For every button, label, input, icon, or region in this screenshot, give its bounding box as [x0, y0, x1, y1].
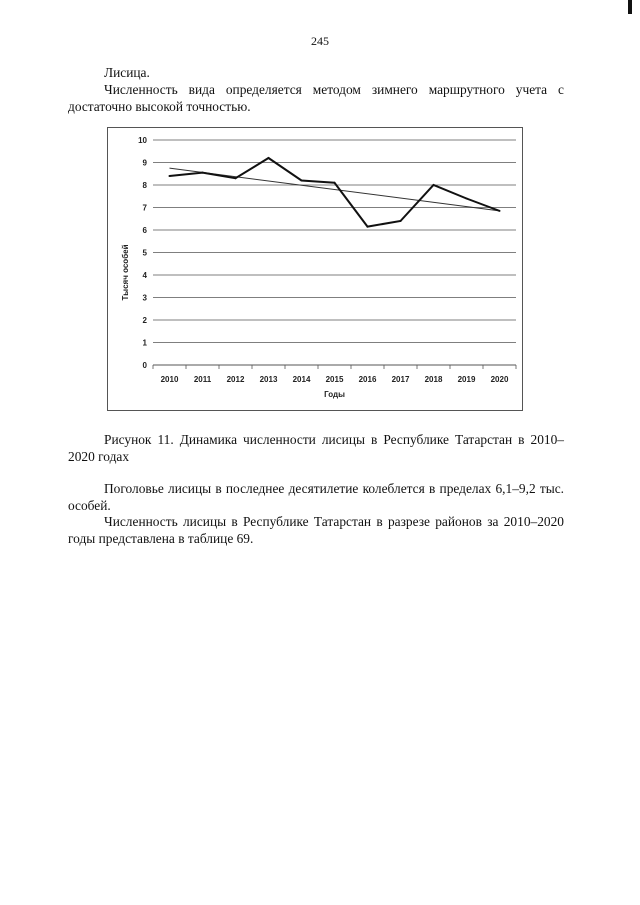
data-point — [202, 172, 204, 174]
section-title: Лисица. — [104, 65, 150, 80]
data-point — [334, 182, 336, 184]
y-tick-label: 0 — [142, 361, 147, 370]
scan-edge-mark — [628, 0, 632, 14]
data-point — [499, 210, 501, 212]
page-number: 245 — [311, 34, 329, 48]
figure-caption: Рисунок 11. Динамика численности лисицы в Республике Татарстан в 2010–2020 годах — [68, 432, 564, 464]
y-tick-label: 1 — [142, 338, 147, 348]
data-point — [301, 180, 303, 182]
x-tick-label: 2020 — [490, 375, 509, 384]
x-tick-label: 2012 — [226, 375, 245, 384]
data-point — [466, 198, 468, 200]
table-reference-paragraph: Численность лисицы в Республике Татарстан в разрезе районов за 2010–2020 годы представлена в таблице 69. — [68, 514, 564, 546]
data-point — [268, 157, 270, 159]
data-point — [235, 177, 237, 179]
series-line-0 — [170, 158, 500, 227]
data-point — [400, 220, 402, 222]
y-tick-label: 7 — [142, 203, 147, 213]
y-axis-title: Тысяч особей — [121, 244, 130, 301]
y-tick-label: 5 — [142, 248, 147, 258]
population-chart — [107, 127, 523, 411]
data-point — [367, 226, 369, 228]
x-tick-label: 2017 — [391, 375, 410, 384]
x-tick-label: 2018 — [424, 375, 443, 384]
y-tick-label: 2 — [142, 316, 147, 325]
x-tick-label: 2015 — [325, 375, 344, 384]
data-point — [169, 175, 171, 177]
y-tick-label: 8 — [142, 181, 147, 190]
y-tick-label: 10 — [138, 136, 147, 145]
intro-paragraph: Численность вида определяется методом зимнего маршрутного учета с достаточно высокой точностью. — [68, 82, 564, 114]
data-point — [433, 184, 435, 186]
y-tick-label: 9 — [142, 158, 147, 168]
x-axis-title: Годы — [324, 390, 345, 399]
x-tick-label: 2016 — [358, 375, 377, 384]
y-tick-label: 3 — [142, 293, 147, 303]
x-tick-label: 2014 — [292, 375, 311, 384]
chart-canvas — [108, 128, 524, 412]
x-tick-label: 2010 — [160, 375, 179, 384]
y-tick-label: 4 — [142, 271, 147, 280]
y-tick-label: 6 — [142, 226, 147, 235]
x-tick-label: 2019 — [457, 375, 476, 384]
x-tick-label: 2011 — [193, 375, 212, 384]
range-paragraph: Поголовье лисицы в последнее десятилетие колеблется в пределах 6,1–9,2 тыс. особей. — [68, 481, 564, 513]
x-tick-label: 2013 — [259, 375, 278, 384]
